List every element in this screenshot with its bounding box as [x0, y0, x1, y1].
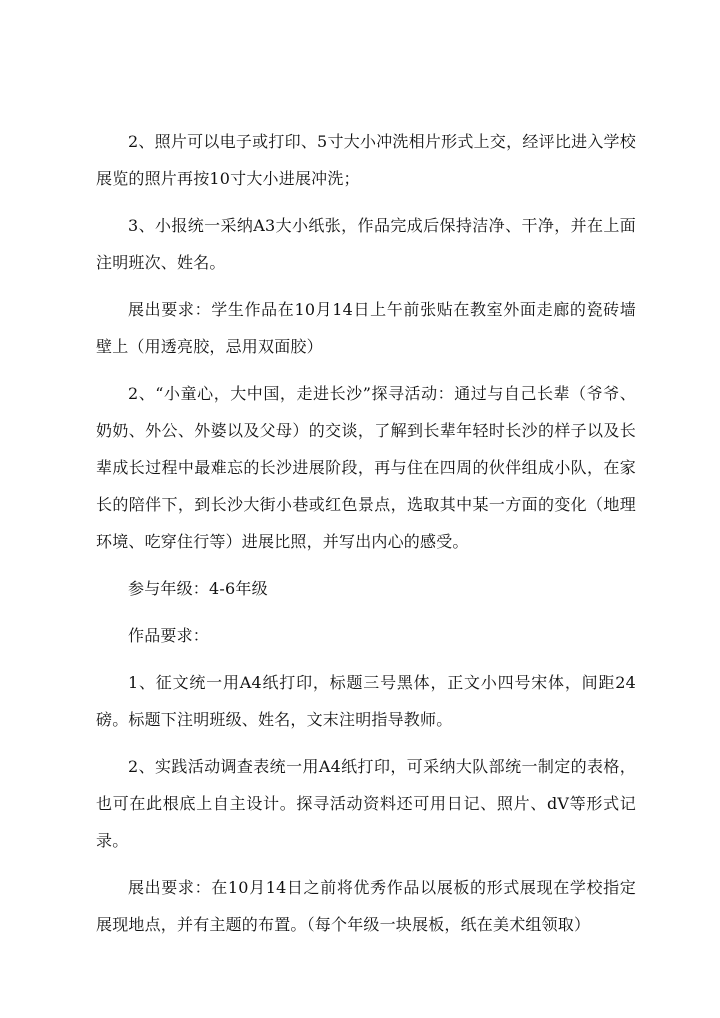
- paragraph-work-requirements-heading: 作品要求：: [128, 626, 210, 645]
- paragraph-photo-submission: 2、照片可以电子或打印、5寸大小冲洗相片形式上交，经评比进入学校展览的照片再按10寸大小进展冲洗；: [96, 132, 636, 188]
- paragraph-changsha-activity: 2、“小童心，大中国，走进长沙”探寻活动：通过与自己长辈（爷爷、奶奶、外公、外婆以及父母）的交谈，了解到长辈年轻时长沙的样子以及长辈成长过程中最难忘的长沙进展阶段，再与住在四周的伙伴组成小队，在家长的陪伴下，到长沙大街小巷或红色景点，选取其中某一方面的变化（地理环境、吃穿住行等）进展比照，并写出内心的感受。: [96, 384, 636, 551]
- paragraph-participating-grades: 参与年级：4-6年级: [128, 579, 268, 598]
- paragraph-essay-format: 1、征文统一用A4纸打印，标题三号黑体，正文小四号宋体，间距24磅。标题下注明班级、姓名，文末注明指导教师。: [96, 673, 636, 729]
- paragraph-newsletter-paper: 3、小报统一采纳A3大小纸张，作品完成后保持洁净、干净，并在上面注明班次、姓名。: [96, 216, 636, 272]
- paragraph-display-requirement-2: 展出要求：在10月14日之前将优秀作品以展板的形式展现在学校指定展现地点，并有主题的布置。（每个年级一块展板，纸在美术组领取）: [96, 878, 636, 934]
- paragraph-survey-form: 2、实践活动调查表统一用A4纸打印，可采纳大队部统一制定的表格，也可在此根底上自主设计。探寻活动资料还可用日记、照片、dV等形式记录。: [96, 757, 636, 850]
- paragraph-display-requirement-1: 展出要求：学生作品在10月14日上午前张贴在教室外面走廊的瓷砖墙壁上（用透亮胶，忌用双面胶）: [96, 300, 636, 356]
- document-body: [96, 123, 636, 953]
